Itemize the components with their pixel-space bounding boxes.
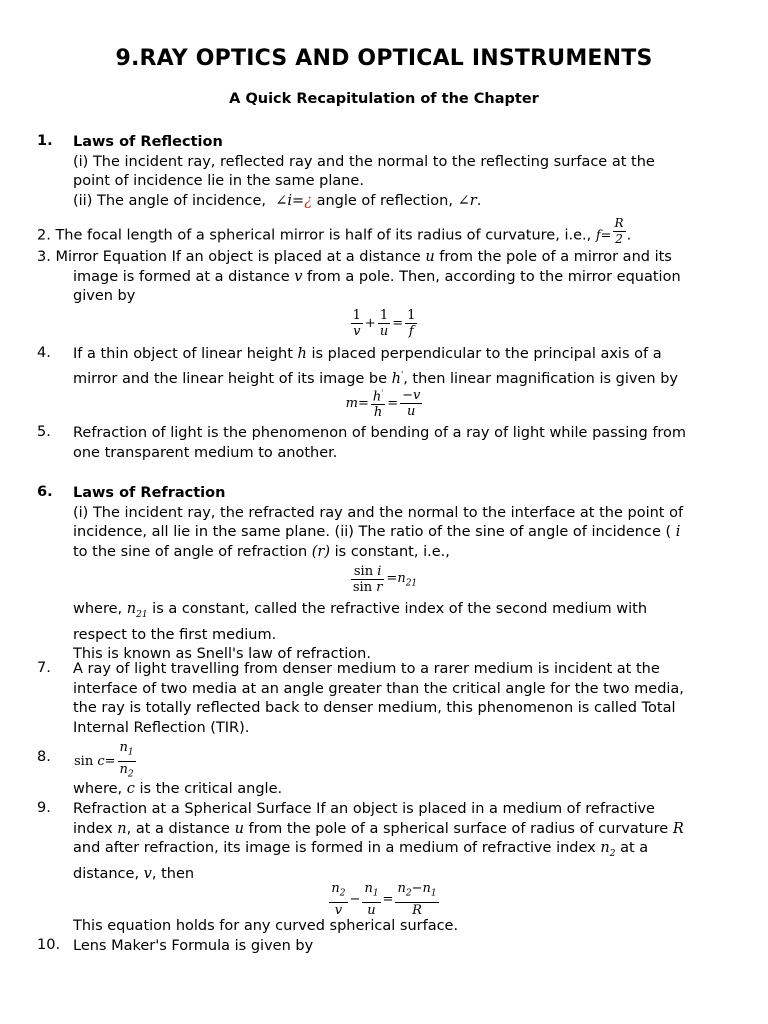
text-line: (ii) The angle of incidence, ∠i=¿ angle of reflection, ∠r.: [73, 193, 482, 210]
text-fragment: and after refraction, its image is formed in a medium of refractive index: [73, 840, 596, 857]
text-line: 2. The focal length of a spherical mirror is half of its radius of curvature, i.e., f= $\frac{R}{2}$ .: [37, 216, 632, 246]
text-line: Lens Maker's Formula is given by: [73, 938, 314, 954]
text-fragment: from the pole of a mirror and its: [439, 249, 672, 265]
text-fragment: (ii) The angle of incidence,: [73, 193, 267, 210]
page-subtitle: A Quick Recapitulation of the Chapter: [229, 91, 539, 107]
text-line: [73, 780, 733, 800]
text-fragment: at a: [620, 840, 649, 857]
math-variable: n: [117, 820, 127, 837]
text-line: one transparent medium to another.: [73, 444, 338, 461]
text-fragment: If a thin object of linear height: [73, 346, 293, 362]
math-fraction: $\frac{R}{2}$: [614, 216, 624, 246]
text-line: Refraction of light is the phenomenon of bending of a ray of light while passing from: [73, 425, 687, 441]
math-expression: f=: [595, 228, 612, 244]
math-variable: h': [391, 369, 404, 387]
text-fragment: , at a distance: [126, 820, 230, 837]
item-body: [73, 780, 733, 800]
spherical-refraction-equation: $\frac{n_2}{v}$ − $\frac{n_1}{u}$ = $\frac{n_2-n_1}{R}$: [331, 881, 437, 918]
math-variable: u: [234, 820, 244, 837]
item-body: [73, 345, 733, 389]
text-line: respect to the first medium.: [73, 626, 277, 643]
text-line: Internal Reflection (TIR).: [73, 720, 250, 737]
section-heading: Laws of Refraction: [73, 485, 226, 501]
critical-angle-equation: sin c= $\frac{n_1}{n_2}$: [74, 740, 134, 780]
text-fragment: is constant, i.e.,: [334, 544, 450, 561]
text-fragment: is placed perpendicular to the principal axis of a: [311, 346, 662, 362]
text-fragment: from the pole of a spherical surface of radius of curvature: [248, 820, 669, 837]
math-expression: ∠r: [457, 193, 477, 210]
item-number: 7.: [37, 660, 51, 676]
text-fragment: image is formed at a distance: [73, 268, 290, 285]
magnification-equation: m= $\frac{h'}{h}$ = $\frac{-v}{u}$: [345, 387, 421, 421]
item-number: 10.: [37, 937, 61, 953]
item-number: 4.: [37, 345, 51, 361]
text-fragment: index: [73, 820, 113, 837]
text-fragment: , then linear magnification is given by: [403, 370, 678, 387]
math-variable: h: [297, 346, 307, 362]
text-line: interface of two media at an angle greater than the critical angle for the two media,: [73, 680, 684, 697]
math-variable: v: [143, 866, 152, 882]
text-line: Refraction at a Spherical Surface If an object is placed in a medium of refractive: [73, 801, 655, 817]
item-number: 1.: [37, 133, 53, 149]
snell-equation: $\frac{\text{sin i}}{\text{sin r}}$ $=n_{21}$: [352, 564, 418, 595]
item-body: [73, 133, 733, 212]
text-fragment: incidence, all lie in the same plane. (ii) The ratio of the sine of angle of incidence (: [73, 524, 672, 541]
math-variable: $n_{21}$: [126, 601, 148, 620]
text-line: (i) The incident ray, reflected ray and the normal to the reflecting surface at the: [73, 153, 655, 170]
text-line: [73, 600, 733, 626]
math-variable: v: [294, 268, 303, 285]
math-expression: ∠i=¿: [270, 193, 312, 210]
text-fragment: mirror and the linear height of its image be: [73, 370, 388, 387]
text-fragment: , then: [151, 866, 195, 882]
text-fragment: 2. The focal length of a spherical mirror is half of its radius of curvature, i.e.,: [37, 227, 592, 244]
item-body: [73, 484, 733, 563]
text-line: the ray is totally reflected back to denser medium, this phenomenon is called Total: [73, 700, 676, 717]
text-fragment: distance,: [73, 866, 140, 882]
page-title: 9.RAY OPTICS AND OPTICAL INSTRUMENTS: [115, 46, 653, 71]
text-fragment: to the sine of angle of refraction: [73, 544, 308, 561]
item-number: 5.: [37, 424, 51, 440]
math-variable: i: [675, 524, 681, 541]
text-line: (i) The incident ray, the refracted ray and the normal to the interface at the point of: [73, 504, 684, 521]
item-body: [73, 917, 733, 937]
text-fragment: is the critical angle.: [139, 781, 283, 797]
item-number: 8.: [37, 749, 51, 765]
item-body: [37, 248, 737, 307]
text-line: [37, 268, 737, 288]
item-body: [73, 937, 733, 957]
item-number: 6.: [37, 484, 53, 500]
text-line: [73, 523, 733, 543]
text-fragment: where,: [73, 601, 123, 617]
math-variable: (r): [311, 544, 331, 561]
item-number: 9.: [37, 800, 51, 816]
item-body: [73, 424, 733, 463]
item-body: [73, 800, 733, 885]
text-line: given by: [73, 288, 136, 305]
text-line: [37, 248, 737, 268]
text-line: This equation holds for any curved spherical surface.: [73, 918, 459, 934]
text-line: This is known as Snell's law of refraction.: [73, 646, 371, 663]
text-fragment: angle of reflection,: [316, 193, 453, 210]
item-body: [73, 600, 733, 665]
text-fragment: 3. Mirror Equation If an object is placed at a distance: [37, 249, 421, 265]
math-variable: $n_2$: [600, 840, 616, 860]
math-variable: c: [126, 781, 135, 797]
text-fragment: from a pole. Then, according to the mirror equation: [307, 268, 681, 285]
text-fragment: is a constant, called the refractive index of the second medium with: [152, 601, 648, 617]
math-variable: R: [672, 820, 684, 837]
item-body: [73, 660, 733, 739]
mirror-equation: $\frac{1}{v}$ + $\frac{1}{u}$ = $\frac{1}{f}$: [352, 308, 416, 339]
text-line: [73, 820, 733, 840]
text-line: [73, 839, 733, 865]
math-variable: u: [425, 249, 435, 265]
text-line: [73, 543, 733, 563]
text-line: point of incidence lie in the same plane.: [73, 173, 364, 190]
text-line: [73, 345, 733, 365]
text-fragment: where,: [73, 781, 123, 797]
section-heading: Laws of Reflection: [73, 134, 223, 150]
text-line: A ray of light travelling from denser medium to a rarer medium is incident at the: [73, 661, 660, 677]
